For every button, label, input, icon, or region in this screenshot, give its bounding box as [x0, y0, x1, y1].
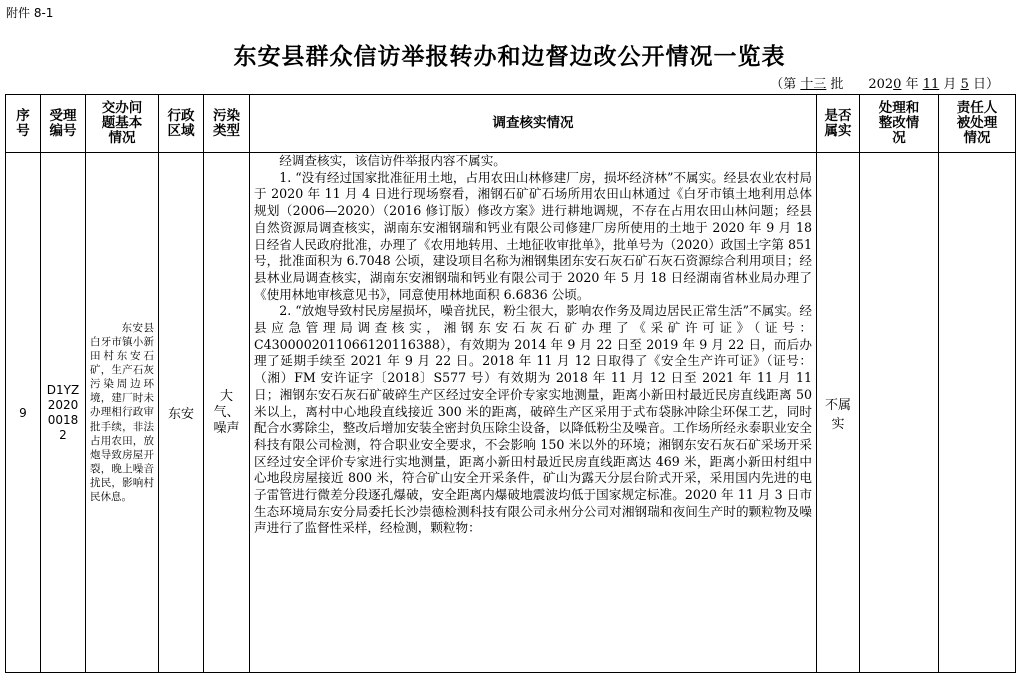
attachment-label: 附件 8-1	[6, 6, 54, 20]
header-row	[6, 95, 1016, 153]
header-handling: 处理和 整改情 况	[860, 95, 939, 153]
header-region: 行政 区域	[159, 95, 204, 153]
header-accountability: 责任人 被处理 情况	[939, 95, 1016, 153]
row-investigation	[250, 153, 817, 673]
row-handling	[860, 153, 939, 673]
date-month: 11	[922, 77, 940, 92]
row-verified: 不属实	[817, 153, 860, 673]
batch-number: 十三	[800, 77, 827, 92]
page-title: 东安县群众信访举报转办和边督边改公开情况一览表	[233, 44, 786, 70]
row-region: 东安	[159, 153, 204, 673]
header-pollution: 污染 类型	[204, 95, 250, 153]
header-code: 受理 编号	[41, 95, 86, 153]
row-accountability	[939, 153, 1016, 673]
investigation-summary: 经调查核实，该信访件举报内容不属实。	[279, 153, 506, 168]
row-code: D1YZ 2020 0018 2	[41, 153, 86, 673]
date-day: 5	[960, 77, 969, 92]
row-issue: 东安县白牙市镇小新田村东安石矿，生产石灰污染周边环境，建厂时未办理相行政审批手续，非法占用农田，放炮导致房屋开裂，晚上噪音扰民，影响村民休息。	[86, 153, 159, 673]
row-pollution: 大 气、 噪声	[204, 153, 250, 673]
date-year: 202	[868, 77, 894, 92]
header-verified: 是否 属实	[817, 95, 860, 153]
table-row	[6, 153, 1016, 673]
header-investigation: 调查核实情况	[250, 95, 817, 153]
investigation-item-1: 1. “没有经过国家批准征用土地，占用农田山林修建厂房，损坏经济林”不属实。经县农业农村局于 2020 年 11 月 4 日进行现场察看，湘钢石矿矿石场所用农田山林通过《白牙市镇土地利用总体规划（2006—2020）（2016 修订版）修改方案》进行耕地调规，不存在占用农田山林问题；经县自然资源局调查核实，湖南东安湘钢瑞和钙业有限公司修建厂房所使用的土地于 2020 年 9 月 18 日经省人民政府批准，办理了《农用地转用、土地征收审批单》，批单号为（2020）政国土字第 851 号，批准面积为 6.7048 公顷，建设项目名称为湘钢集团东安石灰石矿石灰石资源综合利用项目；经县林业局调查核实，湖南东安湘钢瑞和钙业有限公司于 2020 年 5 月 18 日经湖南省林业局办理了《使用林地审核意见书》，同意使用林地面积 6.6836 公顷。	[254, 169, 812, 302]
header-seq: 序 号	[6, 95, 41, 153]
petition-table	[5, 94, 1016, 673]
row-seq: 9	[6, 153, 41, 673]
batch-date-line: （第 十三 批 2020 年 11 月 5 日）	[770, 77, 999, 92]
header-issue: 交办问 题基本 情况	[86, 95, 159, 153]
investigation-item-2: 2. “放炮导致村民房屋损坏，噪音扰民，粉尘很大，影响农作务及周边居民正常生活”不属实。经县应急管理局调查核实，湘钢东安石灰石矿办理了《采矿许可证》（证号：C4300002011066120116388），有效期为 2014 年 9 月 22 日至 2019 年 9 月 22 日，而后办理了延期手续至 2021 年 9 月 22 日。2018 年 11 月 12 日取得了《安全生产许可证》（证号：（湘）FM 安许证字〔2018〕S577 号）有效期为 2018 年 11 月 12 日至 2021 年 11 月 11 日；湘钢东安石灰石矿破碎生产区经过安全评价专家实地测量，距离小新田村最近民房直线距离 50 米以上，离村中心地段直线接近 300 米的距离，破碎生产区采用于式布袋脉冲除尘环保工艺，同时配合水雾除尘，整改后增加安装全密封负压除尘设备，以降低粉尘及噪音。工作场所经永泰职业安全科技有限公司检测，符合职业安全要求，不会影响 150 米以外的环境；湘钢东安石灰石矿采场开采区经过安全评价专家进行实地测量，距离小新田村最近民房直线距离达 469 米，距离小新田村组中心地段房屋接近 800 米，符合矿山安全开采条件，矿山为露天分层台阶式开采，采用国内先进的电子雷管进行微差分段逐孔爆破，安全距离内爆破地震波均低于国家规定标准。2020 年 11 月 3 日市生态环境局东安分局委托长沙崇德检测科技有限公司永州分公司对湘钢瑞和夜间生产时的颗粒物及噪声进行了监督性采样，经检测，颗粒物：	[254, 303, 812, 536]
